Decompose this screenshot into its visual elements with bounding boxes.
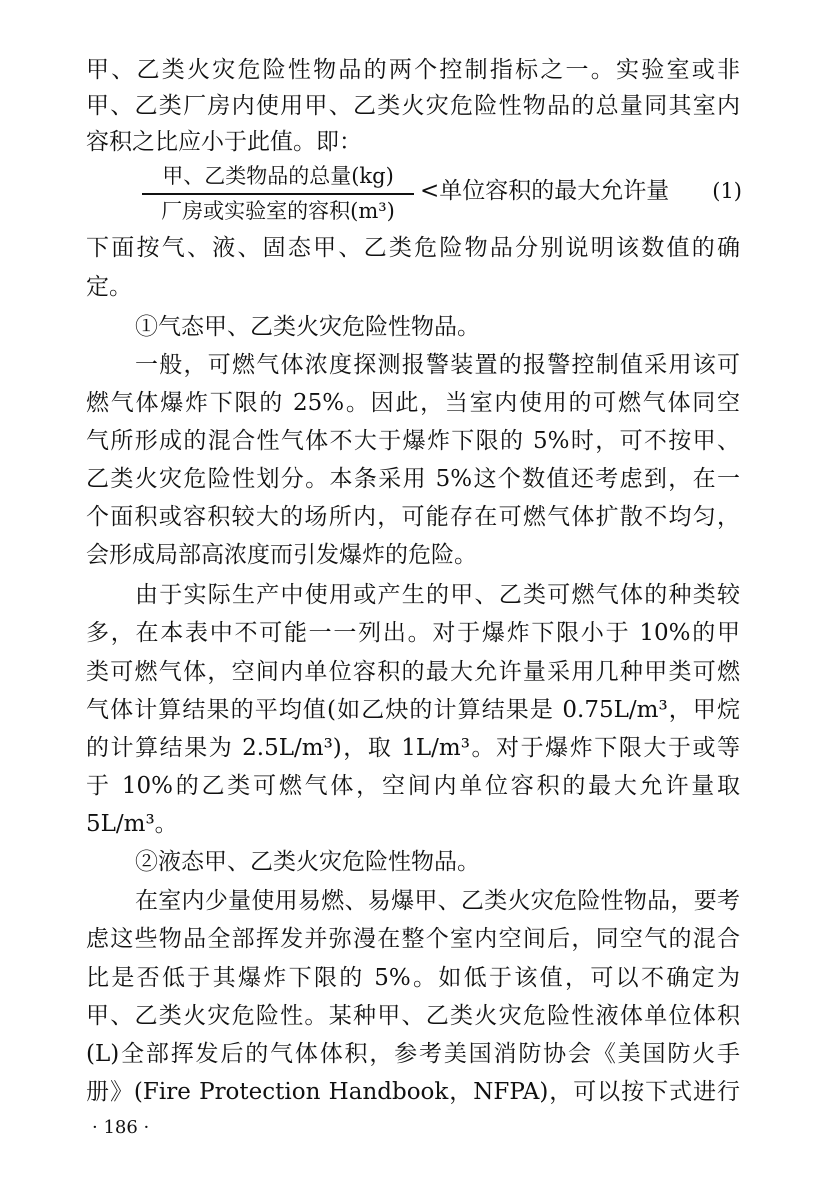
text-line: 在室内少量使用易燃、易爆甲、乙类火灾危险性物品，要考: [135, 888, 740, 914]
text-line: 虑这些物品全部挥发并弥漫在整个室内空间后，同空气的混合: [86, 926, 740, 952]
fraction: [142, 160, 414, 228]
page-number: · 186 ·: [92, 1117, 150, 1138]
fraction-bar: [142, 193, 414, 195]
text-line: (L)全部挥发后的气体体积，参考美国消防协会《美国防火手: [86, 1041, 740, 1067]
section-heading: ②液态甲、乙类火灾危险性物品。: [135, 849, 480, 875]
text-line: 甲、乙类火灾危险性。某种甲、乙类火灾危险性液体单位体积: [86, 1003, 740, 1029]
text-line: 类可燃气体，空间内单位容积的最大允许量采用几种甲类可燃: [86, 659, 740, 685]
text-line: 个面积或容积较大的场所内，可能存在可燃气体扩散不均匀，: [86, 504, 740, 530]
text-line: 于 10%的乙类可燃气体，空间内单位容积的最大允许量取: [86, 773, 740, 799]
equation-number: (1): [712, 179, 742, 203]
text-line: 由于实际生产中使用或产生的甲、乙类可燃气体的种类较: [135, 582, 740, 608]
text-line: 气所形成的混合性气体不大于爆炸下限的 5%时，可不按甲、: [86, 428, 740, 454]
text-line: 册》(Fire Protection Handbook，NFPA)，可以按下式进行: [86, 1079, 740, 1105]
formula-denominator: 厂房或实验室的容积(m³): [161, 199, 395, 223]
text-line: 容积之比应小于此值。即：: [86, 129, 362, 155]
text-line: 会形成局部高浓度而引发爆炸的危险。: [86, 542, 477, 568]
text-line: 甲、乙类厂房内使用甲、乙类火灾危险性物品的总量同其室内: [86, 93, 740, 119]
text-line: 乙类火灾危险性划分。本条采用 5%这个数值还考虑到，在一: [86, 466, 740, 492]
text-line: 燃气体爆炸下限的 25%。因此，当室内使用的可燃气体同空: [86, 390, 740, 416]
formula-relation: <单位容积的最大允许量: [420, 178, 670, 204]
text-line: 定。: [86, 274, 132, 300]
text-line: 一般，可燃气体浓度探测报警装置的报警控制值采用该可: [135, 352, 740, 378]
text-line: 甲、乙类火灾危险性物品的两个控制指标之一。实验室或非: [86, 57, 740, 83]
section-heading: ①气态甲、乙类火灾危险性物品。: [135, 314, 480, 340]
text-line: 下面按气、液、固态甲、乙类危险物品分别说明该数值的确: [86, 235, 740, 261]
text-line: 气体计算结果的平均值(如乙炔的计算结果是 0.75L/m³，甲烷: [86, 697, 740, 723]
ratio-formula: [142, 160, 742, 230]
text-line: 的计算结果为 2.5L/m³)，取 1L/m³。对于爆炸下限大于或等: [86, 735, 740, 761]
text-line: 多，在本表中不可能一一列出。对于爆炸下限小于 10%的甲: [86, 620, 740, 646]
formula-numerator: 甲、乙类物品的总量(kg): [162, 164, 394, 188]
text-line: 5L/m³。: [86, 811, 178, 837]
text-line: 比是否低于其爆炸下限的 5%。如低于该值，可以不确定为: [86, 965, 740, 991]
